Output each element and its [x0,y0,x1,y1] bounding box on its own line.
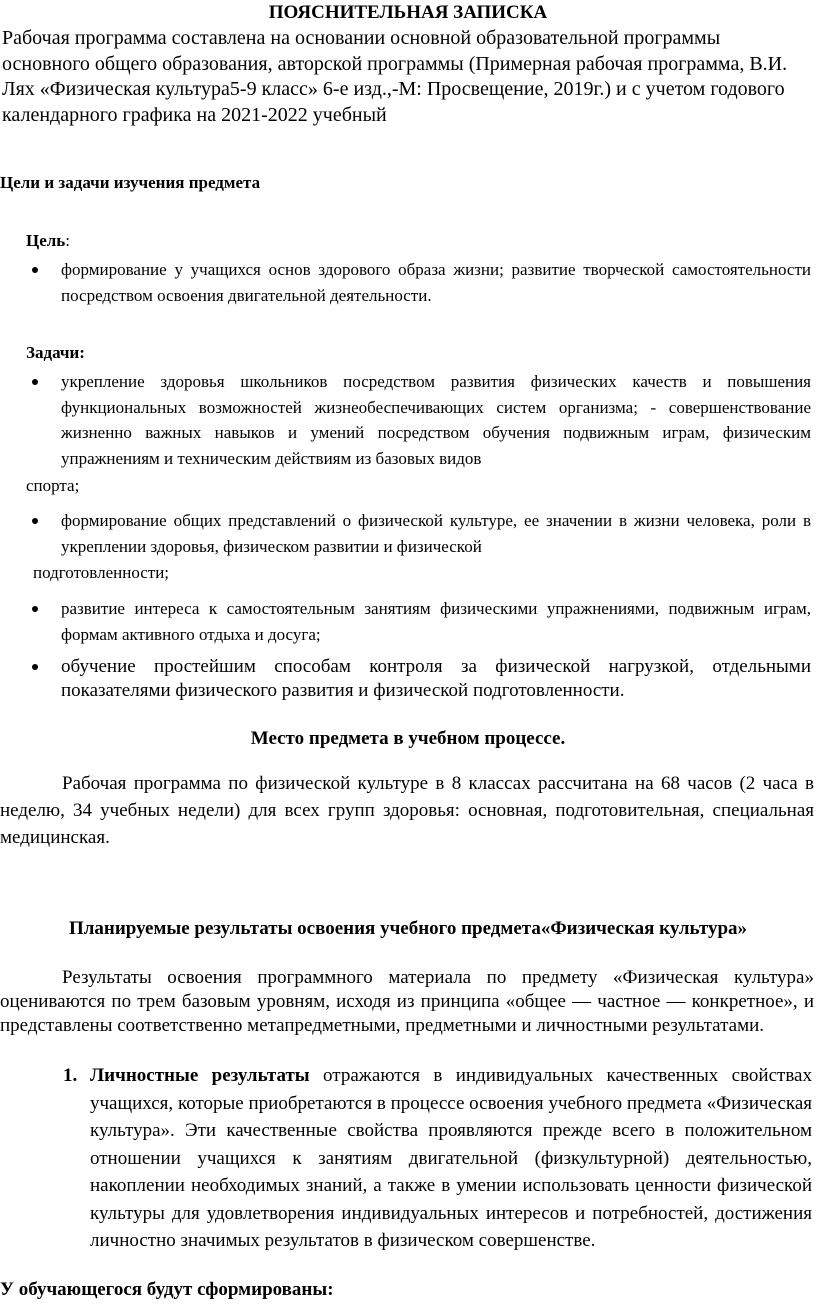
task-item-text: обучение простейшим способам контроля за физической нагрузкой, отдельными показателями физического развития и физической подготовленности. [61,656,811,701]
bullet-icon [32,379,38,385]
task-item-text: укрепление здоровья школьников посредством развития физических качеств и повышения функциональных возможностей жизнеобеспечивающих систем организма; - совершенствование жизненно важных навыков и умений посредством обучения подвижным играм, физическим упражнениям и техническим действиям из базовых видов [61,372,811,468]
task-list-item [61,508,811,559]
task-item-text: развитие интереса к самостоятельным занятиям физическими упражнениями, подвижным играм, формам активного отдыха и досуга; [61,599,811,644]
personal-results-label: Личностные результаты [90,1065,310,1086]
results-heading: Планируемые результаты освоения учебного предмета«Физическая культура» [68,918,748,939]
task-continuation: подготовленности; [33,563,170,582]
bullet-icon [32,664,38,670]
intro-paragraph: Рабочая программа составлена на основании основной образовательной программы основного общего образования, авторской программы (Примерная рабочая программа, В.И. Лях «Физическая культура5-9 класс» 6-е изд.,-М: Просвещение, 2019г.) и с учетом годового календарного графика на 2021-2022 учебный [2,27,788,126]
goals-heading: Цели и задачи изучения предмета [0,173,261,192]
formed-heading: У обучающегося будут сформированы: [0,1279,334,1300]
task-list-item [61,655,811,703]
place-paragraph: Рабочая программа по физической культуре в 8 классах рассчитана на 68 часов (2 часа в неделю, 34 учебных недели) для всех групп здоровья: основная, подготовительная, специальная медицинская. [0,773,814,848]
item-number: 1. [63,1065,78,1086]
tasks-label: Задачи: [26,343,85,362]
goal-label [26,231,70,251]
document-title: ПОЯСНИТЕЛЬНАЯ ЗАПИСКА [268,2,548,23]
task-continuation: спорта; [26,476,80,495]
bullet-icon [32,606,38,612]
personal-results-text: отражаются в индивидуальных качественных свойствах учащихся, которые приобретаются в процессе освоения учебного предмета «Физическая культура». Эти качественные свойства проявляются прежде всего в положительном отношении учащихся к занятиям двигательной (физкультурной) деятельностью, накоплении необходимых знаний, а также в умении использовать ценности физической культуры для удовлетворения индивидуальных интересов и потребностей, достижения личностно значимых результатов в физическом совершенстве. [90,1065,812,1251]
bullet-icon [32,267,38,273]
bullet-icon [32,518,38,524]
task-list-item [61,369,811,471]
goal-label-text: Цель [26,231,66,250]
goal-label-colon: : [65,231,71,250]
results-paragraph: Результаты освоения программного материала по предмету «Физическая культура» оцениваются по трем базовым уровням, исходя из принципа «общее — частное — конкретное», и представлены соответственно метапредметными, предметными и личностными результатами. [0,967,814,1036]
goal-list-item [61,257,811,308]
personal-results-item [63,1062,812,1255]
task-list-item [61,596,811,647]
task-item-text: формирование общих представлений о физической культуре, ее значении в жизни человека, роли в укреплении здоровья, физическом развитии и физической [61,511,811,556]
goal-item-text: формирование у учащихся основ здорового образа жизни; развитие творческой самостоятельности посредством освоения двигательной деятельности. [61,260,811,305]
place-heading: Место предмета в учебном процессе. [250,728,566,749]
